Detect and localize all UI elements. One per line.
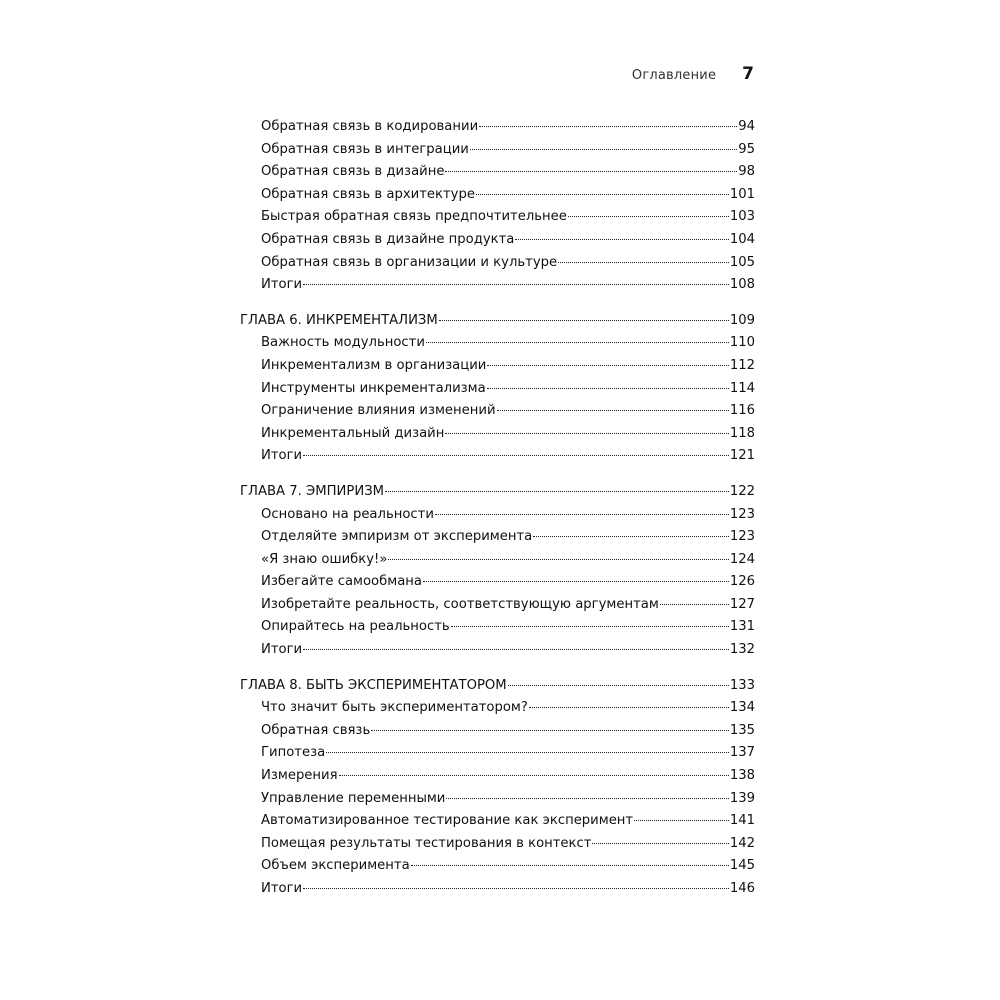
toc-page-number: 142: [729, 835, 755, 851]
dot-leader: [508, 685, 729, 686]
toc-entry[interactable]: [240, 616, 755, 639]
toc-entry[interactable]: [240, 639, 755, 662]
toc-entry[interactable]: [240, 184, 755, 207]
toc-entry-title: Основано на реальности: [261, 506, 434, 522]
toc-entry[interactable]: [240, 855, 755, 878]
toc-entry-title: Ограничение влияния изменений: [261, 403, 496, 419]
toc-chapter-title: ГЛАВА 8. БЫТЬ ЭКСПЕРИМЕНТАТОРОМ: [240, 677, 507, 693]
toc-entry[interactable]: [240, 720, 755, 743]
toc-entry-title: Обратная связь в архитектуре: [261, 186, 475, 202]
toc-entry[interactable]: [240, 504, 755, 527]
toc-entry-title: Гипотеза: [261, 745, 326, 761]
toc-entry-title: Инкрементализм в организации: [261, 357, 487, 373]
toc-page-number: 127: [729, 596, 755, 612]
toc-entry[interactable]: [240, 765, 755, 788]
toc-entry-title: Помещая результаты тестирования в контекст: [261, 835, 592, 851]
toc-entry-title: «Я знаю ошибку!»: [261, 551, 388, 567]
toc-entry[interactable]: [240, 378, 755, 401]
toc-entry-title: Итоги: [261, 642, 303, 658]
toc-chapter-title: ГЛАВА 7. ЭМПИРИЗМ: [240, 483, 385, 499]
running-head: [0, 64, 754, 86]
toc-page-number: 135: [729, 722, 755, 738]
toc-page-number: 146: [729, 881, 755, 896]
toc-entry[interactable]: [240, 788, 755, 811]
toc-page-number: 133: [729, 677, 755, 693]
toc-entry[interactable]: [240, 229, 755, 252]
toc-page-number: 114: [729, 380, 755, 396]
toc-entry-title: Важность модульности: [261, 335, 425, 351]
toc-page-number: 110: [729, 335, 755, 351]
toc-page-number: 121: [729, 448, 755, 464]
toc-entry[interactable]: [240, 161, 755, 184]
dot-leader: [385, 491, 729, 492]
toc-entry[interactable]: [240, 139, 755, 162]
toc-page-number: 139: [729, 790, 755, 806]
toc-entry[interactable]: [240, 878, 755, 901]
dot-leader: [303, 888, 729, 889]
toc-entry[interactable]: [240, 742, 755, 765]
toc-entry-title: Инструменты инкрементализма: [261, 380, 486, 396]
toc-entry[interactable]: [240, 423, 755, 446]
dot-leader: [426, 342, 729, 343]
dot-leader: [435, 514, 729, 515]
toc-chapter-entry[interactable]: [240, 310, 755, 333]
toc-entry-title: Изобретайте реальность, соответствующую аргументам: [261, 596, 659, 612]
toc-page-number: 141: [729, 813, 755, 829]
dot-leader: [634, 820, 729, 821]
dot-leader: [451, 626, 729, 627]
toc-entry-title: Инкрементальный дизайн: [261, 425, 445, 441]
dot-leader: [558, 262, 729, 263]
toc-entry[interactable]: [240, 549, 755, 572]
running-head-title: Оглавление: [631, 68, 717, 83]
dot-leader: [533, 536, 729, 537]
toc-page-number: 94: [738, 119, 755, 134]
dot-leader: [303, 649, 729, 650]
dot-leader: [476, 194, 729, 195]
dot-leader: [423, 581, 729, 582]
toc-page-number: 134: [729, 700, 755, 716]
toc-page-number: 137: [729, 745, 755, 761]
toc-section: [240, 310, 755, 468]
toc-page-number: 103: [729, 209, 755, 225]
table-of-contents: [240, 116, 755, 914]
toc-entry-title: Объем эксперимента: [261, 858, 410, 874]
toc-page-number: 116: [729, 403, 755, 419]
toc-entry-title: Обратная связь в дизайне продукта: [261, 231, 515, 247]
toc-page-number: 112: [729, 357, 755, 373]
dot-leader: [487, 388, 729, 389]
dot-leader: [592, 843, 728, 844]
dot-leader: [529, 707, 729, 708]
toc-entry[interactable]: [240, 252, 755, 275]
dot-leader: [568, 216, 729, 217]
dot-leader: [388, 559, 728, 560]
page-number: 7: [742, 64, 754, 84]
toc-entry-title: Итоги: [261, 277, 303, 293]
toc-entry[interactable]: [240, 332, 755, 355]
toc-entry-title: Обратная связь в кодировании: [261, 119, 479, 134]
toc-entry-title: Автоматизированное тестирование как эксперимент: [261, 813, 634, 829]
toc-entry-title: Отделяйте эмпиризм от эксперимента: [261, 529, 533, 545]
toc-entry[interactable]: [240, 526, 755, 549]
toc-entry[interactable]: [240, 697, 755, 720]
toc-chapter-entry[interactable]: [240, 675, 755, 698]
toc-page-number: 109: [729, 312, 755, 328]
toc-entry[interactable]: [240, 116, 755, 139]
toc-page-number: 118: [729, 425, 755, 441]
toc-entry-title: Обратная связь в организации и культуре: [261, 254, 558, 270]
toc-entry[interactable]: [240, 274, 755, 297]
toc-entry-title: Опирайтесь на реальность: [261, 619, 450, 635]
toc-entry[interactable]: [240, 594, 755, 617]
toc-entry[interactable]: [240, 833, 755, 856]
dot-leader: [446, 798, 728, 799]
toc-page-number: 138: [729, 768, 755, 784]
toc-entry[interactable]: [240, 571, 755, 594]
toc-entry-title: Обратная связь в дизайне: [261, 164, 445, 180]
dot-leader: [303, 455, 729, 456]
toc-entry[interactable]: [240, 810, 755, 833]
toc-entry[interactable]: [240, 445, 755, 468]
toc-page-number: 105: [729, 254, 755, 270]
toc-page-number: 101: [729, 186, 755, 202]
dot-leader: [439, 320, 729, 321]
toc-page-number: 124: [729, 551, 755, 567]
dot-leader: [445, 171, 737, 172]
toc-entry-title: Что значит быть экспериментатором?: [261, 700, 528, 716]
dot-leader: [371, 730, 729, 731]
toc-page-number: 104: [729, 231, 755, 247]
toc-page-number: 126: [729, 574, 755, 590]
toc-entry-title: Итоги: [261, 881, 303, 896]
toc-entry[interactable]: [240, 400, 755, 423]
dot-leader: [515, 239, 728, 240]
toc-page-number: 95: [738, 141, 755, 157]
toc-entry-title: Обратная связь в интеграции: [261, 141, 469, 157]
dot-leader: [470, 149, 737, 150]
dot-leader: [479, 126, 737, 127]
dot-leader: [303, 284, 729, 285]
toc-page-number: 108: [729, 277, 755, 293]
toc-entry[interactable]: [240, 355, 755, 378]
toc-page-number: 132: [729, 642, 755, 658]
toc-section: [240, 481, 755, 662]
toc-entry-title: Управление переменными: [261, 790, 446, 806]
dot-leader: [660, 604, 729, 605]
toc-page-number: 122: [729, 483, 755, 499]
toc-section: [240, 675, 755, 901]
dot-leader: [339, 775, 729, 776]
dot-leader: [445, 433, 728, 434]
toc-page-number: 98: [738, 164, 755, 180]
toc-page-number: 145: [729, 858, 755, 874]
dot-leader: [497, 410, 729, 411]
toc-entry-title: Быстрая обратная связь предпочтительнее: [261, 209, 567, 225]
toc-page-number: 123: [729, 529, 755, 545]
toc-chapter-entry[interactable]: [240, 481, 755, 504]
toc-page-number: 123: [729, 506, 755, 522]
toc-entry-title: Итоги: [261, 448, 303, 464]
toc-chapter-title: ГЛАВА 6. ИНКРЕМЕНТАЛИЗМ: [240, 312, 438, 328]
dot-leader: [411, 865, 729, 866]
toc-entry-title: Обратная связь: [261, 722, 371, 738]
toc-section: [240, 116, 755, 297]
toc-page-number: 131: [729, 619, 755, 635]
toc-entry-title: Избегайте самообмана: [261, 574, 422, 590]
dot-leader: [487, 365, 728, 366]
dot-leader: [326, 752, 729, 753]
toc-entry[interactable]: [240, 206, 755, 229]
toc-entry-title: Измерения: [261, 768, 338, 784]
